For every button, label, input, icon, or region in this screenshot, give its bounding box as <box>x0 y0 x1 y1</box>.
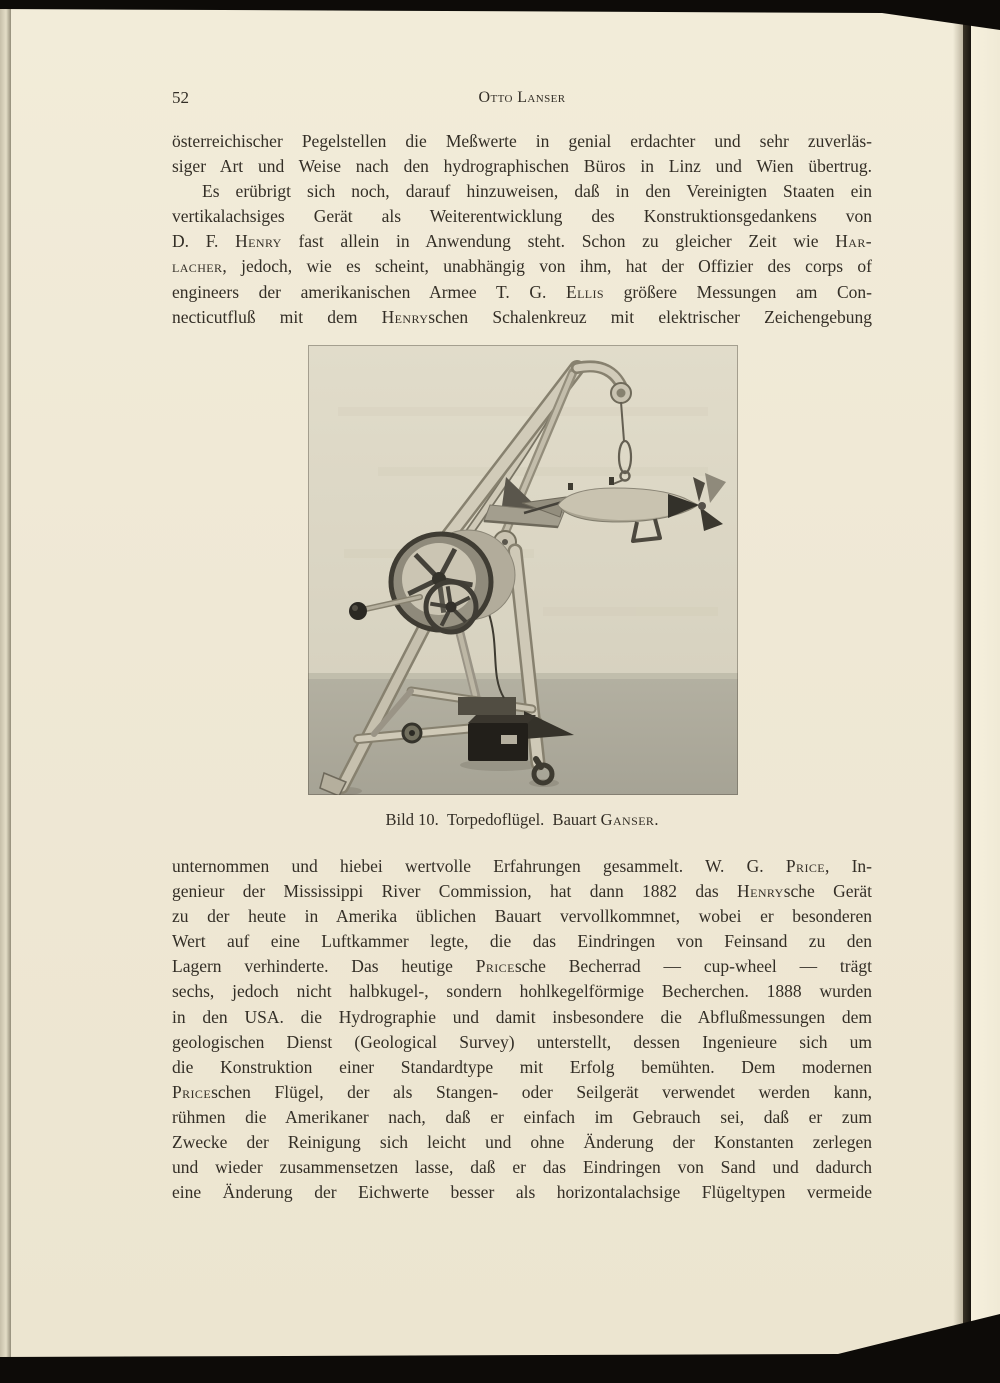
small-caps-text: Har- <box>835 231 872 252</box>
text-line <box>172 904 872 929</box>
small-caps-text: lacher <box>172 256 223 277</box>
text-line <box>172 954 872 979</box>
page-number: 52 <box>172 88 189 107</box>
small-caps-text: Henry <box>737 881 784 902</box>
text-run: necticutfluß mit dem <box>172 306 382 327</box>
text-run: unternommen und hiebei wertvolle Erfahrungen gesammelt. W. G. <box>172 856 786 876</box>
text-run: engineers der amerikanischen Armee T. G. <box>172 281 566 302</box>
text-run: siger Art und Weise nach den hydrographischen Büros in Linz und Wien übertrug. <box>172 156 872 177</box>
small-caps-text: Price <box>475 956 515 977</box>
small-caps-text: Henry <box>381 306 429 327</box>
text-line <box>172 1130 872 1155</box>
pulley <box>611 383 631 403</box>
text-run: Lagern verhinderte. Das heutige <box>172 956 476 977</box>
text-run: vertikalachsiges Gerät als Weiterentwicklung des Konstruktionsgedankens von <box>172 206 872 227</box>
text-run: D. F. <box>172 231 236 252</box>
battery-label <box>501 735 517 744</box>
text-line <box>172 1005 872 1030</box>
small-caps-text: Otto Lanser <box>478 89 566 106</box>
figure-photo <box>308 345 738 795</box>
text-run: , In- <box>824 856 872 876</box>
figure-caption <box>172 810 872 830</box>
small-caps-text: Price <box>172 1081 212 1102</box>
text-line <box>172 204 872 229</box>
book-page-edges-left <box>0 7 11 1359</box>
figure-photo-illustration <box>308 345 738 795</box>
text-line <box>172 280 872 305</box>
text-run: Zwecke der Reinigung sich leicht und ohne Änderung der Konstanten zerlegen <box>172 1132 872 1153</box>
text-line <box>172 854 872 879</box>
small-caps-text: Ganser <box>600 810 655 829</box>
text-line <box>172 1180 872 1205</box>
text-run: geologischen Dienst (Geological Survey) unterstellt, dessen Ingenieure sich um <box>172 1031 872 1052</box>
text-run: genieur der Mississippi River Commission, hat dann 1882 das <box>172 881 738 902</box>
text-run: Bild 10. Torpedoflügel. Bauart <box>385 810 601 829</box>
text-line <box>172 179 872 204</box>
text-run: in den USA. die Hydrographie und damit insbesondere die Abflußmessungen dem <box>172 1006 872 1027</box>
running-title <box>172 89 872 107</box>
text-line <box>172 929 872 954</box>
handwheel <box>426 582 476 632</box>
text-run: sche Becherrad — cup-wheel — trägt <box>514 956 872 977</box>
text-line <box>172 1155 872 1180</box>
text-run: größere Messungen am Con- <box>604 281 872 302</box>
text-run: schen Schalenkreuz mit elektrischer Zeichengebung <box>428 306 872 327</box>
text-line <box>172 1055 872 1080</box>
text-run: schen Flügel, der als Stangen- oder Seilgerät verwendet werden kann, <box>211 1081 872 1102</box>
text-line <box>172 305 872 330</box>
text-run: . <box>654 810 659 829</box>
text-line <box>172 254 872 279</box>
small-caps-text: Price <box>785 856 825 876</box>
attachment-lug <box>568 483 573 490</box>
text-run: Wert auf eine Luftkammer legte, die das Eindringen von Feinsand zu den <box>172 931 872 952</box>
text-run: sche Gerät <box>783 881 872 902</box>
text-line <box>172 879 872 904</box>
paragraph-block-top <box>172 129 872 330</box>
text-run: eine Änderung der Eichwerte besser als horizontalachsige Flügeltypen vermeide <box>172 1182 872 1203</box>
text-line <box>172 979 872 1004</box>
text-run: Es erübrigt sich noch, darauf hinzuweisen, daß in den Vereinigten Staaten ein <box>202 181 872 202</box>
text-line <box>172 1080 872 1105</box>
text-line <box>172 1030 872 1055</box>
text-run: zu der heute in Amerika üblichen Bauart vervollkommnet, wobei er besonderen <box>172 906 872 927</box>
text-run: österreichischer Pegelstellen die Meßwerte in genial erdachter und sehr zuverläs- <box>172 131 872 151</box>
text-line <box>172 154 872 179</box>
page-crease <box>953 12 971 1342</box>
text-run: rühmen die Amerikaner nach, daß er einfach im Gebrauch sei, daß er zum <box>172 1106 872 1127</box>
text-run: die Konstruktion einer Standardtype mit Erfolg bemühten. Dem modernen <box>172 1056 872 1077</box>
text-line <box>172 129 872 154</box>
text-line <box>172 1105 872 1130</box>
next-page-sliver <box>971 13 1000 1337</box>
attachment-lug <box>609 477 614 485</box>
text-line <box>172 229 872 254</box>
text-run: und wieder zusammensetzen lasse, daß er das Eindringen von Sand und dadurch <box>172 1157 872 1178</box>
text-run: sechs, jedoch nicht halbkugel-, sondern hohlkegelförmige Becherchen. 1888 wurden <box>172 981 872 1002</box>
small-caps-text: Ellis <box>565 281 605 302</box>
small-caps-text: Henry <box>235 231 282 252</box>
text-run: , jedoch, wie es scheint, unabhängig von ihm, hat der Offizier des corps of <box>222 256 872 277</box>
paragraph-block-bottom <box>172 854 872 1205</box>
text-run: fast allein in Anwendung steht. Schon zu gleicher Zeit wie <box>281 231 836 252</box>
